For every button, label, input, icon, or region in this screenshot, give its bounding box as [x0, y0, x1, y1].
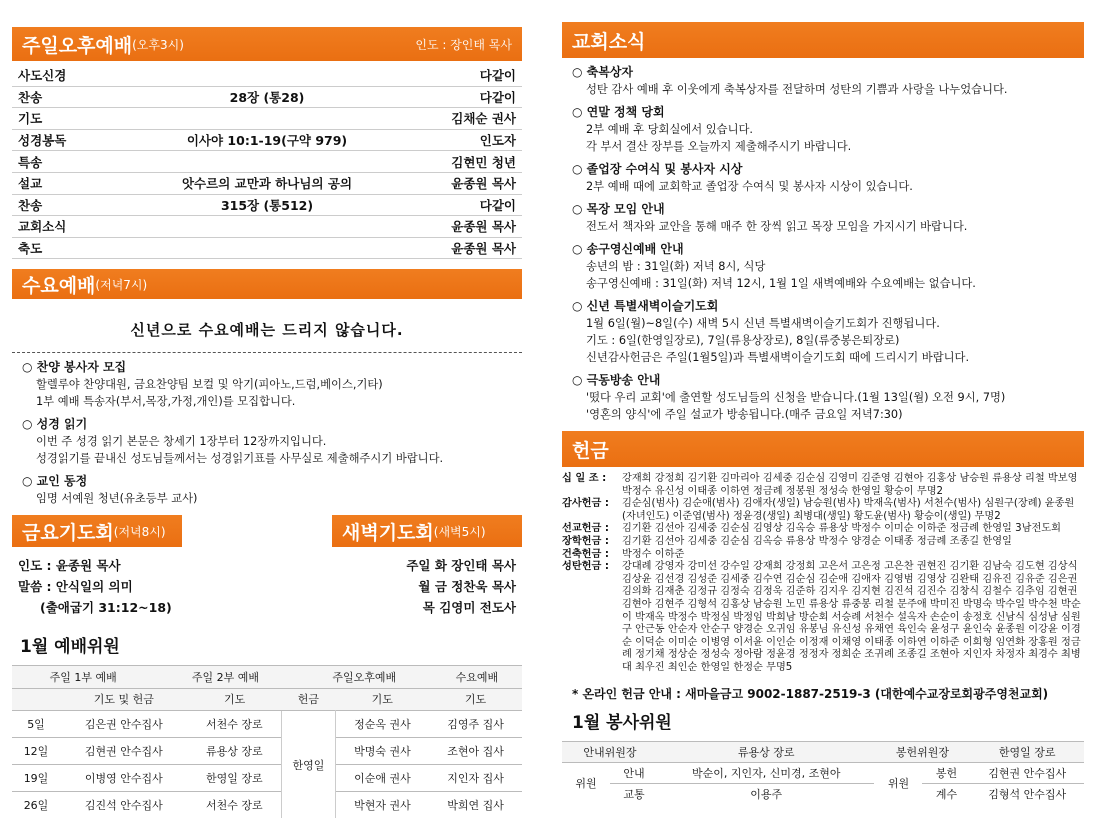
names-cell: 김현권 안수집사 [970, 762, 1084, 783]
table-cell: 이순애 권사 [335, 764, 429, 791]
service-table [562, 741, 1084, 805]
prayer-headers [12, 515, 522, 549]
news-line: 1월 6일(월)~8일(수) 새벽 5시 신년 특별새벽이슬기도회가 진행됩니다. [586, 317, 940, 330]
right-column [562, 0, 1084, 804]
table-row [12, 737, 522, 764]
order-row [12, 151, 522, 173]
names-cell: 김형석 안수집사 [970, 783, 1084, 804]
subheader-cell: 기도 [188, 688, 282, 710]
header-cell: 주일오후예배 [297, 666, 432, 688]
church-news [562, 64, 1084, 423]
order-person: 다같이 [479, 89, 516, 105]
order-item: 사도신경 [18, 68, 67, 84]
offering-type: 감사헌금 : [562, 498, 609, 510]
table-row [12, 764, 522, 791]
table-header-row [562, 741, 1084, 762]
news-item [572, 298, 1084, 366]
fri-title: 금요기도회 [22, 521, 114, 544]
order-content: 앗수르의 교만과 하나님의 공의 [181, 176, 353, 192]
news-header [562, 22, 1084, 58]
wed-header [12, 269, 522, 299]
news-line: 2부 예배 때에 교회학교 졸업장 수여식 및 봉사자 시상이 있습니다. [586, 180, 913, 193]
subheader-cell: 기도 및 헌금 [60, 688, 188, 710]
names-cell: 이용주 [658, 783, 874, 804]
wed-news [12, 359, 522, 507]
offering-table [562, 473, 1084, 675]
sunday-pm-leader: 인도 : 장인태 목사 [415, 37, 512, 52]
role-cell: 계수 [922, 783, 970, 804]
order-row [12, 108, 522, 130]
news-line: 할렐루야 찬양대원, 금요찬양팀 보컬 및 악기(피아노,드럼,베이스,기타) [36, 378, 383, 392]
order-person: 윤종원 목사 [451, 219, 516, 235]
fri-message: 말씀 : 안식일의 의미 [18, 579, 133, 595]
offering-names: 김기환 김선아 김세중 김순심 김영상 김옥승 류용상 박정수 이미순 이하준 정금례 한영일 3남전도회 [622, 523, 1061, 535]
header-cell: 안내위원장 [562, 741, 658, 762]
offering-row [562, 561, 1084, 674]
sunday-pm-order [12, 65, 522, 259]
order-item: 설교 [18, 176, 43, 192]
table-cell: 서천수 장로 [188, 791, 282, 818]
news-line: 기도 : 6일(한영일장로), 7일(류용상장로), 8일(류중봉은퇴장로) [586, 334, 900, 347]
news-heading: ○ 송구영신예배 안내 [572, 242, 684, 256]
offering-names: 강재희 강정희 김기환 김마리아 김세중 김순심 김영미 김준영 김현아 김홍상 남승원 류용상 리철 박보영 박정수 유신성 이태종 이하연 정금례 정봉원 정성숙 한영일 황승이 무명2 [622, 473, 1078, 497]
order-item: 찬송 [18, 197, 43, 213]
news-heading: ○ 신년 특별새벽이슬기도회 [572, 299, 719, 313]
table-cell: 서천수 장로 [188, 710, 282, 737]
table-row [562, 783, 1084, 804]
order-row [12, 195, 522, 217]
order-row [12, 216, 522, 238]
date-cell: 19일 [12, 764, 60, 791]
order-row [12, 173, 522, 195]
table-cell: 류용상 장로 [188, 737, 282, 764]
news-line: 전도서 책자와 교안을 통해 매주 한 장씩 읽고 목장 모임을 가지시기 바랍니다. [586, 220, 968, 233]
fri-header [12, 515, 182, 547]
table-cell: 지인자 집사 [429, 764, 522, 791]
news-line: '떴다 우리 교회'에 출연할 성도님들의 신청을 받습니다.(1월 13일(월) 오전 9시, 7명) [586, 391, 1006, 404]
table-cell: 김진석 안수집사 [60, 791, 188, 818]
news-line: 송구영신예배 : 31일(화) 저녁 12시, 1월 1일 새벽예배와 수요예배는 없습니다. [586, 277, 976, 290]
news-heading: ○ 목장 모임 안내 [572, 202, 665, 216]
news-item [22, 359, 522, 410]
offering-type: 선교헌금 : [562, 523, 609, 535]
offering-type: 성탄헌금 : [562, 561, 609, 573]
table-row [12, 791, 522, 818]
news-heading: ○ 찬양 봉사자 모집 [22, 360, 127, 375]
order-person: 다같이 [479, 197, 516, 213]
header-cell: 수요예배 [432, 666, 522, 688]
news-line: 성경읽기를 끝내신 성도님들께서는 성경읽기표를 사무실로 제출해주시기 바랍니다. [36, 452, 444, 466]
dawn-subtitle: (새벽5시) [433, 524, 486, 539]
offering-names: 김순심(범사) 김순애(범사) 김애자(생일) 남승원(범사) 박재옥(범사) 서천수(범사) 심원구(장례) 윤종원(자녀인도) 이준엽(범사) 정윤경(생일) 최병대(생일) 황도윤(범사) 황승이(생일) 무명2 [622, 498, 1075, 522]
news-item [572, 241, 1084, 292]
order-person: 윤종원 목사 [451, 241, 516, 257]
order-item: 성경봉독 [18, 133, 67, 149]
dawn-title: 새벽기도회 [342, 521, 434, 544]
subheader-cell: 기도 [335, 688, 429, 710]
news-line: '영혼의 양식'에 주일 설교가 방송됩니다.(매주 금요일 저녁7:30) [586, 408, 903, 421]
offering-type: 장학헌금 : [562, 535, 609, 547]
role-cell: 교통 [610, 783, 658, 804]
order-row [12, 87, 522, 109]
news-heading: ○ 극동방송 안내 [572, 373, 661, 387]
offering-row [562, 536, 1084, 549]
news-item [572, 104, 1084, 155]
news-item [572, 161, 1084, 195]
offering-row [562, 473, 1084, 498]
role-cell: 봉헌 [922, 762, 970, 783]
table-cell: 김영주 집사 [429, 710, 522, 737]
table-cell: 김은권 안수집사 [60, 710, 188, 737]
date-cell: 26일 [12, 791, 60, 818]
table-cell: 김현권 안수집사 [60, 737, 188, 764]
news-line: 성탄 감사 예배 후 이웃에게 축복상자를 전달하며 성탄의 기쁨과 사랑을 나누었습니다. [586, 83, 1008, 96]
news-item [572, 201, 1084, 235]
table-cell: 박명숙 권사 [335, 737, 429, 764]
offering-type: 건축헌금 : [562, 548, 609, 560]
header-cell: 류용상 장로 [658, 741, 874, 762]
offering-header [562, 431, 1084, 467]
news-heading: ○ 성경 읽기 [22, 417, 88, 432]
left-column [12, 0, 522, 818]
table-row [562, 762, 1084, 783]
offering-names: 박정수 이하준 [622, 548, 685, 560]
table-cell: 박희연 집사 [429, 791, 522, 818]
role-cell: 안내 [610, 762, 658, 783]
news-item [22, 416, 522, 467]
header-cell: 주일 1부 예배 [12, 666, 154, 688]
dawn-line-3: 목 김영미 전도사 [422, 600, 516, 616]
news-line: 1부 예배 특송자(부서,목장,가정,개인)를 모집합니다. [36, 395, 296, 409]
order-item: 특송 [18, 154, 43, 170]
offering-names: 김기환 김선아 김세중 김순심 김옥승 류용상 박정수 양경순 이태종 정금례 조종길 한영일 [622, 535, 1012, 547]
table-cell: 이병영 안수집사 [60, 764, 188, 791]
worship-committee-title: 1월 예배위원 [20, 637, 120, 658]
dawn-line-2: 월 금 정찬욱 목사 [418, 579, 516, 595]
news-heading: ○ 졸업장 수여식 및 봉사자 시상 [572, 162, 743, 176]
service-title: 1월 봉사위원 [572, 712, 672, 733]
group-label: 위원 [562, 762, 610, 804]
table-row [12, 710, 522, 737]
news-heading: ○ 축복상자 [572, 65, 634, 79]
table-cell: 정순옥 권사 [335, 710, 429, 737]
table-cell: 한영일 장로 [188, 764, 282, 791]
order-item: 기도 [18, 111, 43, 127]
divider [12, 352, 522, 353]
order-content: 28장 (통28) [229, 89, 305, 105]
news-title: 교회소식 [572, 30, 646, 53]
fri-subtitle: (저녁8시) [113, 524, 166, 539]
order-row [12, 65, 522, 87]
order-content: 315장 (통512) [220, 197, 314, 213]
offering-title: 헌금 [572, 439, 609, 462]
subheader-cell: 헌금 [281, 688, 335, 710]
order-person: 다같이 [479, 68, 516, 84]
table-subheader-row [12, 688, 522, 710]
order-item: 교회소식 [18, 219, 67, 235]
table-cell: 조현아 집사 [429, 737, 522, 764]
date-cell: 12일 [12, 737, 60, 764]
order-row [12, 130, 522, 152]
order-person: 김채순 권사 [451, 111, 516, 127]
offering-row [562, 523, 1084, 536]
dawn-info [406, 555, 516, 618]
fri-scripture: (출애굽기 31:12~18) [40, 600, 172, 616]
order-person: 김현민 청년 [451, 154, 516, 170]
order-person: 윤종원 목사 [451, 176, 516, 192]
header-cell: 주일 2부 예배 [154, 666, 296, 688]
news-line: 임명 서예원 청년(유초등부 교사) [36, 492, 198, 506]
header-cell: 봉헌위원장 [874, 741, 970, 762]
wed-title: 수요예배 [22, 274, 96, 297]
news-line: 송년의 밤 : 31일(화) 저녁 8시, 식당 [586, 260, 766, 273]
news-item [572, 372, 1084, 423]
news-line: 2부 예배 후 당회실에서 있습니다. [586, 123, 754, 136]
order-person: 인도자 [479, 133, 516, 149]
fri-info [18, 555, 172, 618]
news-line: 각 부서 결산 장부를 오늘까지 제출해주시기 바랍니다. [586, 140, 852, 153]
order-content: 이사야 10:1-19(구약 979) [186, 133, 348, 149]
date-cell: 5일 [12, 710, 60, 737]
sunday-pm-subtitle: (오후3시) [132, 37, 184, 52]
news-item [572, 64, 1084, 98]
table-cell: 박현자 권사 [335, 791, 429, 818]
order-item: 축도 [18, 241, 43, 257]
wed-subtitle: (저녁7시) [95, 277, 148, 292]
news-heading: ○ 교인 동정 [22, 474, 88, 489]
subheader-cell: 기도 [429, 688, 522, 710]
worship-committee-body [12, 688, 522, 819]
sunday-pm-header [12, 27, 522, 61]
prayer-info [12, 555, 522, 618]
names-cell: 박순이, 지인자, 신미경, 조현아 [658, 762, 874, 783]
dawn-line-1: 주일 화 장인태 목사 [406, 558, 516, 574]
group-label: 위원 [874, 762, 922, 804]
online-offering: * 온라인 헌금 안내 : 새마을금고 9002-1887-2519-3 (대한예수교장로회광주영천교회) [572, 686, 1049, 701]
fri-leader: 인도 : 윤종원 목사 [18, 558, 121, 574]
worship-committee-table [12, 665, 522, 688]
offering-row [562, 498, 1084, 523]
header-cell: 한영일 장로 [970, 741, 1084, 762]
wed-notice: 신년으로 수요예배는 드리지 않습니다. [130, 321, 404, 340]
news-item [22, 473, 522, 507]
order-item: 찬송 [18, 89, 43, 105]
order-row [12, 238, 522, 260]
offering-row [562, 549, 1084, 562]
table-header-row [12, 666, 522, 688]
dawn-header [332, 515, 522, 547]
offering-type: 십 일 조 : [562, 473, 607, 484]
sunday-pm-title: 주일오후예배 [22, 34, 133, 57]
news-line: 이번 주 성경 읽기 본문은 창세기 1장부터 12장까지입니다. [36, 435, 327, 449]
news-line: 신년감사헌금은 주일(1월5일)과 특별새벽이슬기도회 때에 드리시기 바랍니다. [586, 351, 970, 364]
news-heading: ○ 연말 정책 당회 [572, 105, 665, 119]
offering-names: 강대례 강영자 강미선 강수일 강재희 강정희 고은서 고은정 고은찬 권현진 김기환 김남숙 김도현 김상식 김상윤 김선경 김성준 김세중 김수연 김순심 김순애 김애자 김영범 김영상 김완태 김유진 김유준 김은권 김의화 김재춘 김정규 김정숙 김정욱 김준하 김지우 김지현 김진석 김진수 김창식 김철수 김추임 김현권 김현아 김현주 김형석 김홍상 남승원 노민 류용상 류중봉 리철 문주애 박미진 박명숙 박수일 박수천 박순이 박재옥 박정수 박정심 박정임 박희남 방순회 서승례 서천수 설옥자 손순이 송정호 신남식 심성남 심원구 안근동 안순자 안순구 양경순 오귀임 유봉님 유신성 유채연 육인숙 윤성구 윤인숙 윤종원 이강윤 이경순 이덕순 이미순 이병영 이서윤 이인순 이정재 이채영 이태종 이하연 이하준 이희형 임연화 장홍원 정금례 정기채 정상순 정성숙 정아람 정윤경 정정자 정희순 조귀례 조종길 조현아 지인자 차정자 최경수 최병대 최우진 최인순 한영일 한정순 무명5 [622, 561, 1081, 673]
offering-cell: 한영일 [281, 710, 335, 818]
